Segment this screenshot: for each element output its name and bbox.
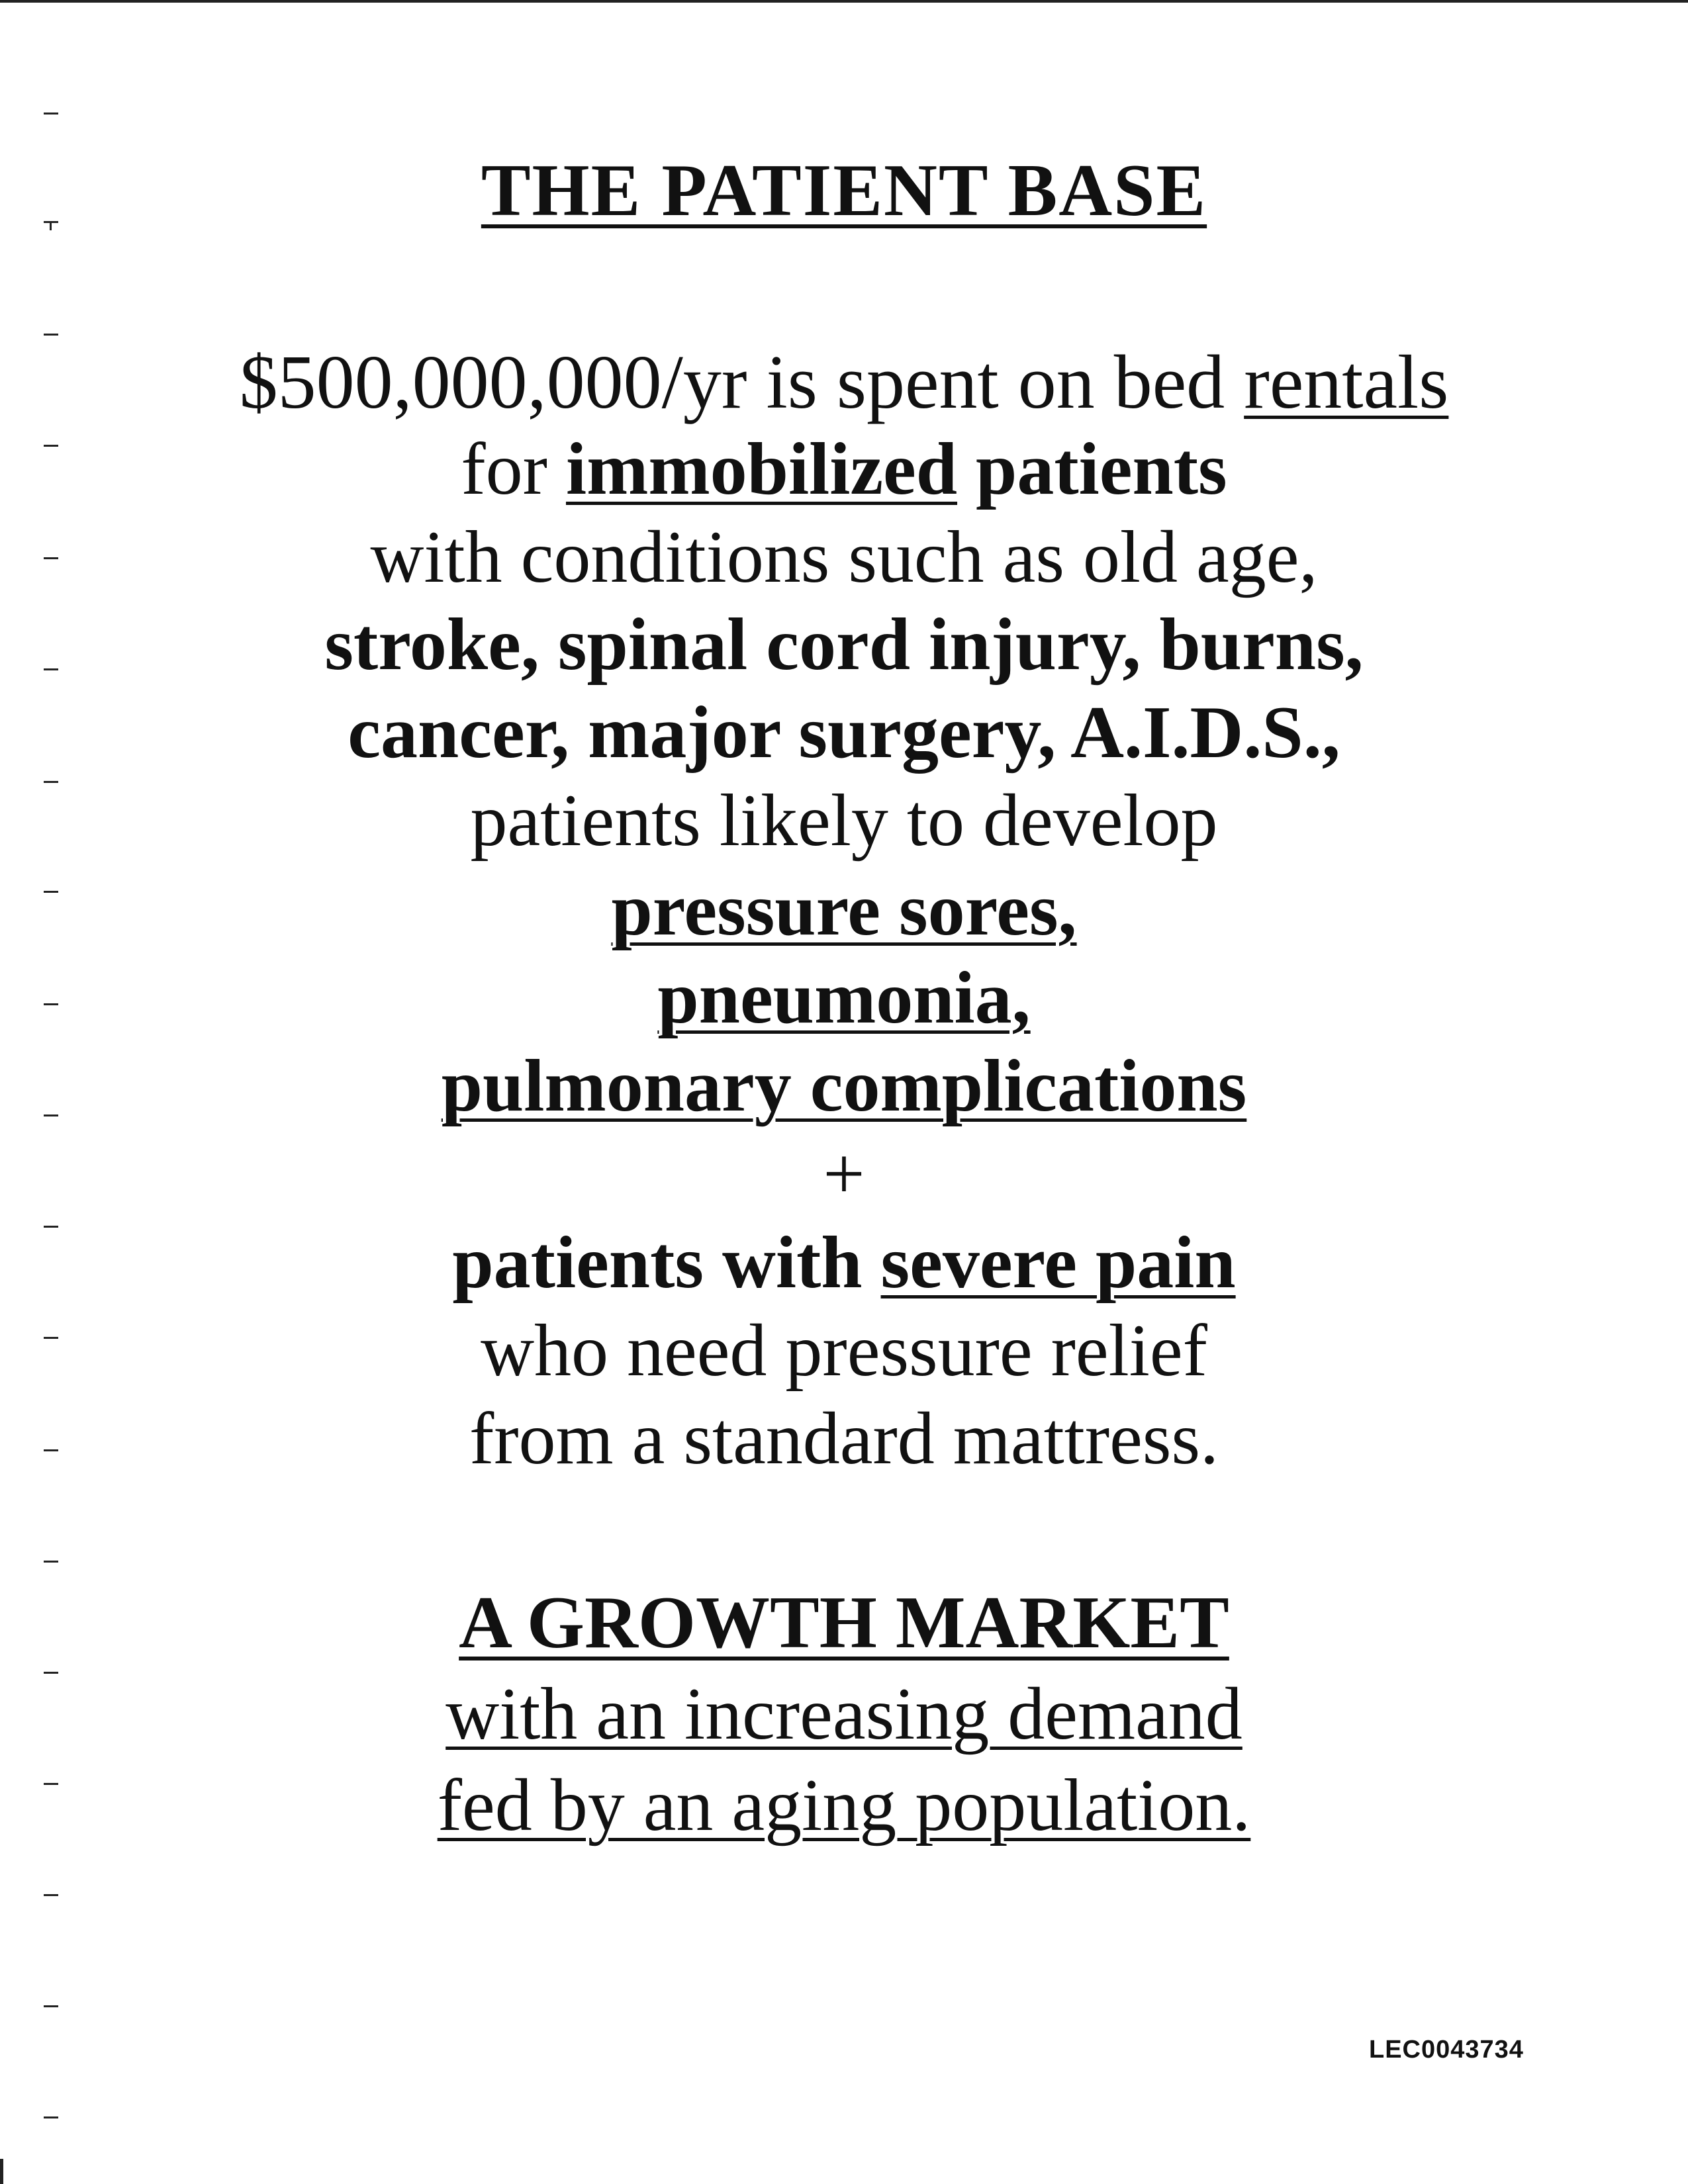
growth-market-text: A GROWTH MARKET: [459, 1582, 1229, 1664]
aging-population-text: fed by an aging population.: [437, 1764, 1251, 1846]
immobilized-emphasis: immobilized: [565, 428, 958, 510]
conditions-line: with conditions such as old age,: [370, 516, 1318, 598]
margin-tick: [44, 2116, 58, 2118]
pressure-relief-line: who need pressure relief: [481, 1310, 1207, 1392]
patients-word: patients: [957, 428, 1227, 510]
margin-tick: [44, 2005, 58, 2007]
top-page-edge: [0, 0, 1688, 3]
conditions-bold-line-1: stroke, spinal cord injury, burns,: [324, 604, 1364, 686]
margin-tick: [44, 113, 58, 114]
margin-tick: [44, 1672, 58, 1674]
rentals-emphasis: rentals: [1244, 340, 1449, 425]
complication-text: pneumonia,: [657, 957, 1031, 1039]
complication-pulmonary: [0, 1045, 1688, 1127]
margin-tick: [44, 1561, 58, 1563]
bottom-edge-mark: [0, 2159, 3, 2184]
page-title-text: THE PATIENT BASE: [481, 150, 1207, 232]
immobilized-line: [0, 428, 1688, 510]
margin-tick: [44, 781, 58, 783]
spending-amount: $500,000,000/yr is spent on bed: [239, 340, 1244, 425]
page-title: [0, 150, 1688, 232]
plus-sign: +: [823, 1133, 865, 1215]
conditions-bold-line-2: cancer, major surgery, A.I.D.S.,: [348, 692, 1340, 774]
mattress-line: from a standard mattress.: [469, 1398, 1219, 1480]
complication-pressure-sores: [0, 869, 1688, 951]
increasing-demand-text: with an increasing demand: [445, 1673, 1243, 1755]
spending-line: [0, 340, 1688, 425]
for-prefix: for: [461, 428, 566, 510]
complication-text: pressure sores,: [611, 869, 1077, 951]
severe-pain-line: [0, 1222, 1688, 1304]
complication-text: pulmonary complications: [441, 1045, 1247, 1127]
severe-pain-emphasis: severe pain: [880, 1222, 1236, 1304]
margin-tick: [44, 334, 58, 336]
growth-market-heading: [0, 1582, 1688, 1664]
margin-tick: [44, 1894, 58, 1896]
complication-pneumonia: [0, 957, 1688, 1039]
severe-pain-prefix: patients with: [452, 1222, 881, 1304]
bates-number: LEC0043734: [1369, 2036, 1524, 2064]
increasing-demand-line: [0, 1673, 1688, 1755]
aging-population-line: [0, 1764, 1688, 1846]
develop-line: patients likely to develop: [470, 780, 1218, 862]
